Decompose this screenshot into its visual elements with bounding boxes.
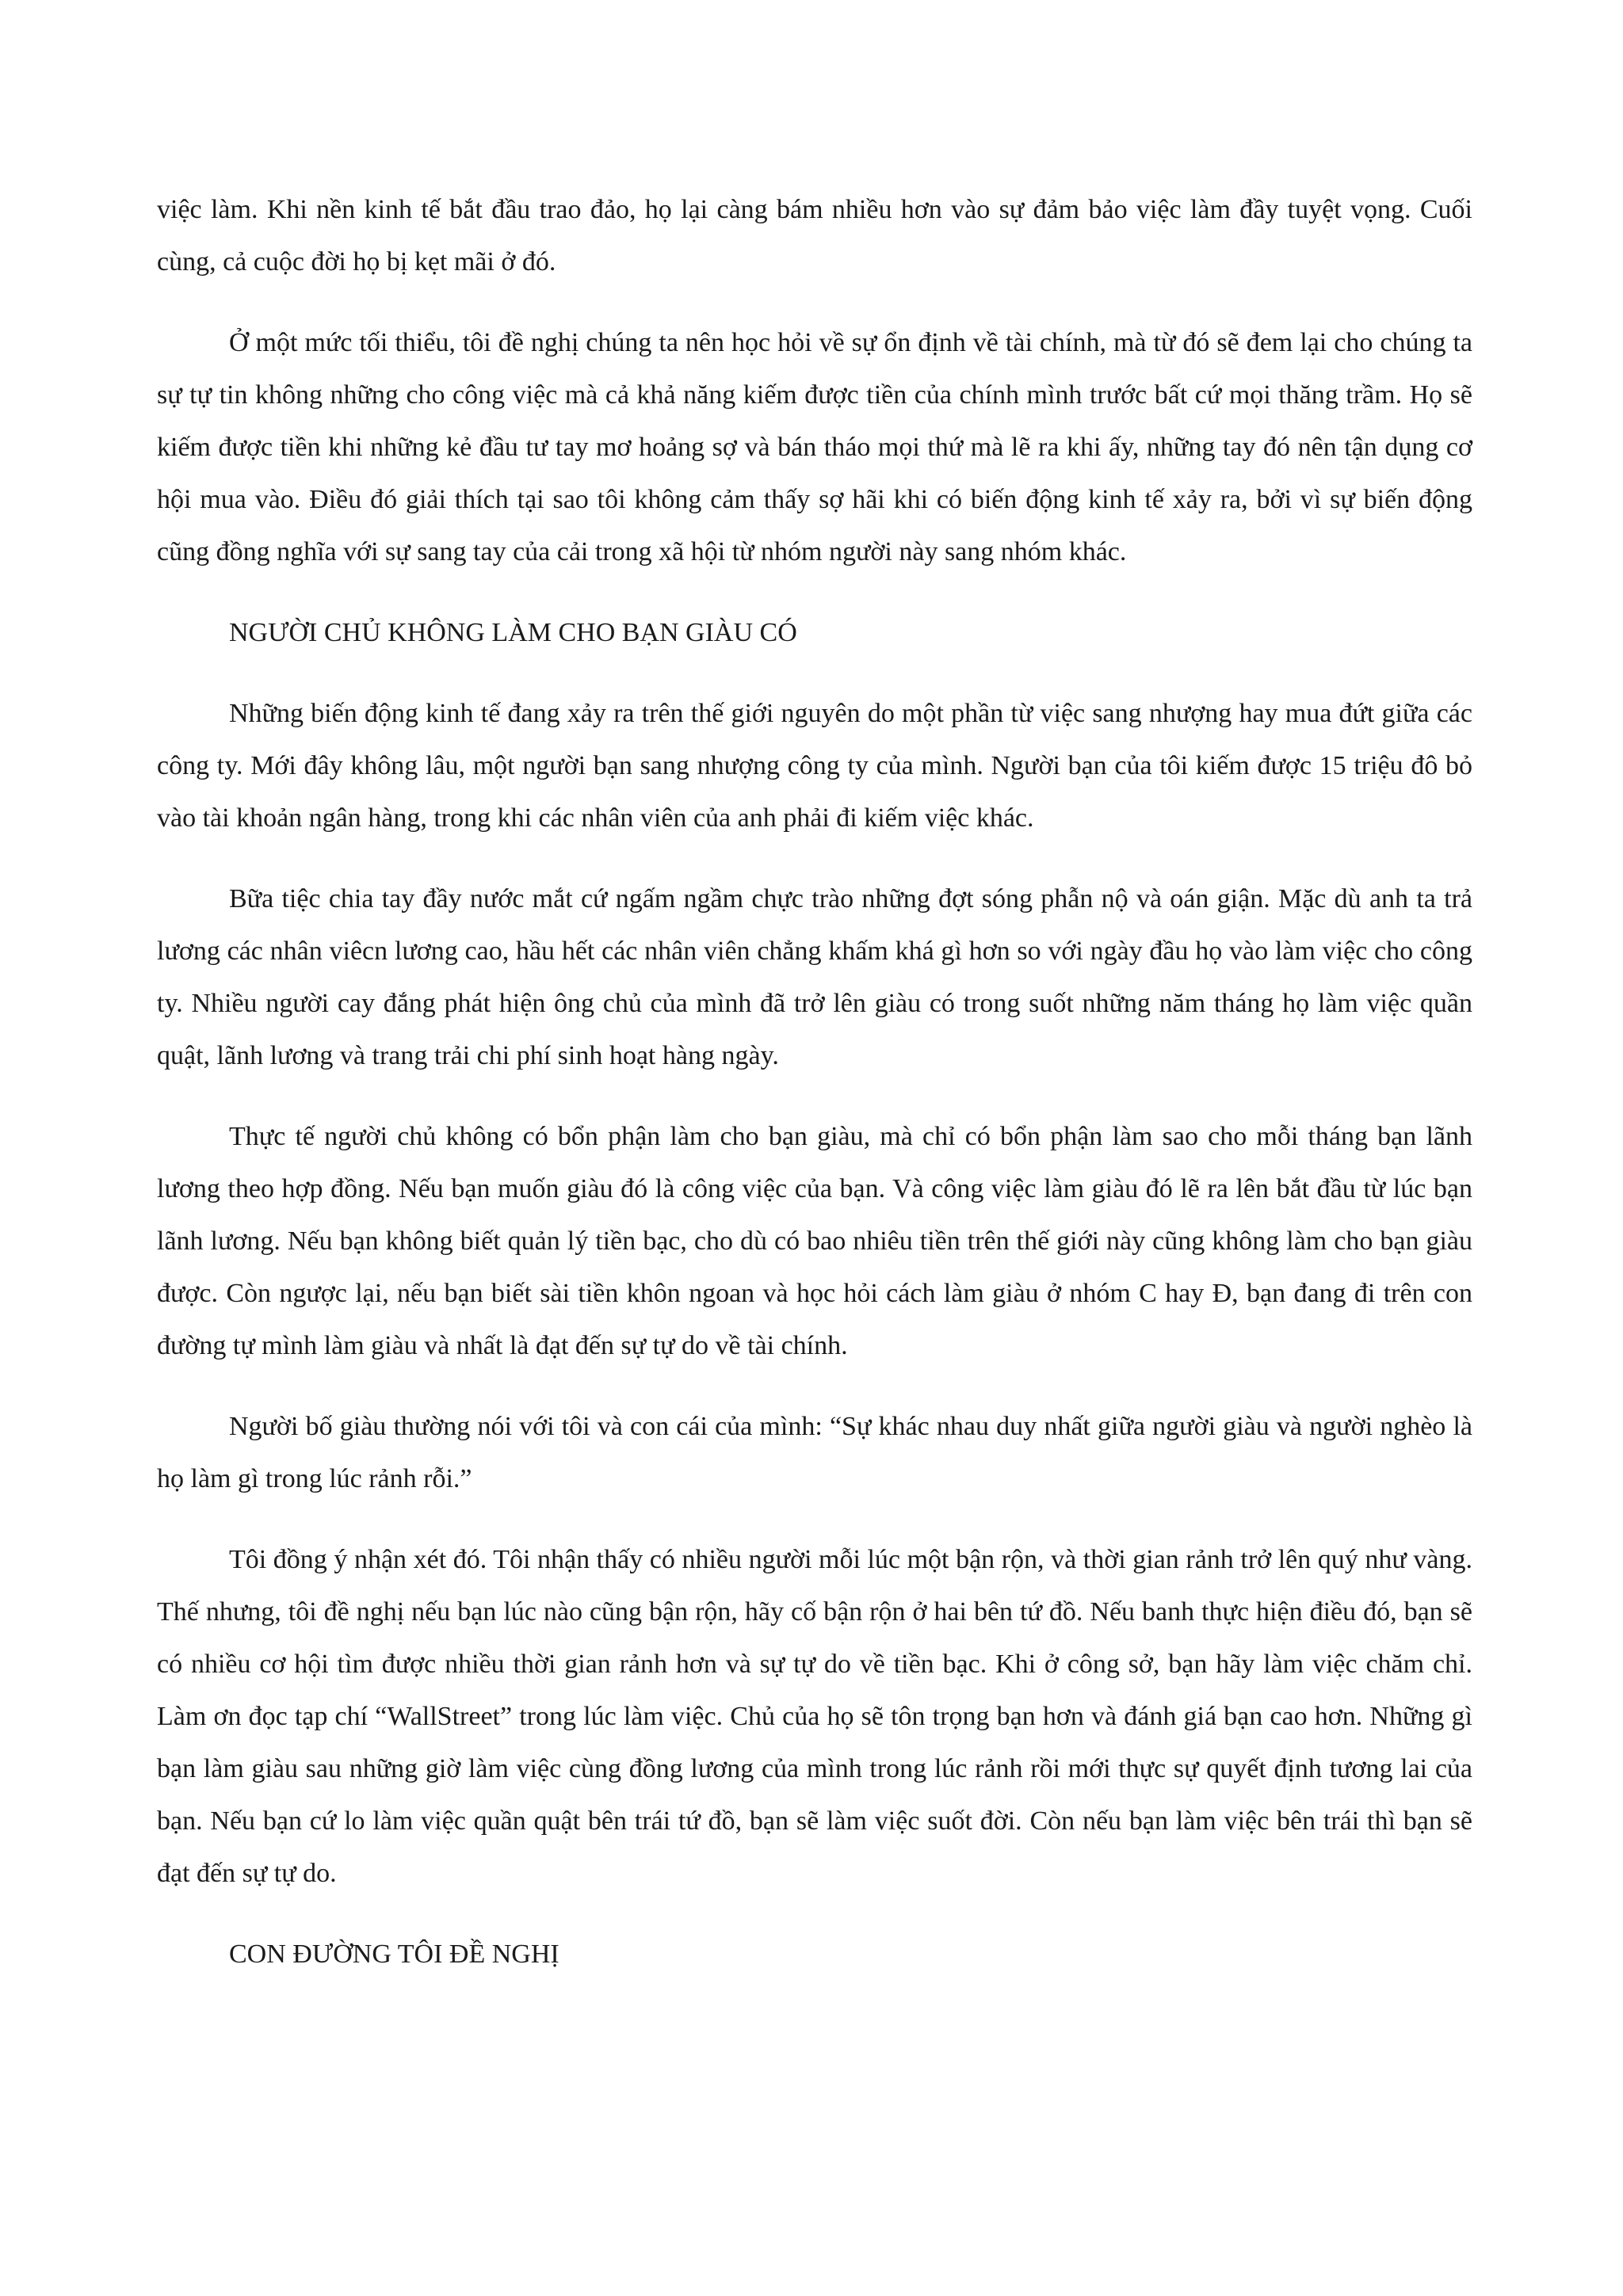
- section-heading-employer: NGƯỜI CHỦ KHÔNG LÀM CHO BẠN GIÀU CÓ: [229, 618, 797, 647]
- paragraph-economic-changes: Những biến động kinh tế đang xảy ra trên thế giới nguyên do một phần từ việc sang nhượng hay mua đứt giữa các công ty. Mới đây không lâu, một người bạn sang nhượng công ty của mình. Người bạn của tôi kiếm được 15 triệu đô bỏ vào tài khoản ngân hàng, trong khi các nhân viên của anh phải đi kiếm việc khác.: [157, 699, 1472, 833]
- paragraph-rich-dad-quote: Người bố giàu thường nói với tôi và con cái của mình: “Sự khác nhau duy nhất giữa người giàu và người nghèo là họ làm gì trong lúc rảnh rỗi.”: [157, 1412, 1472, 1493]
- paragraph-continuation: việc làm. Khi nền kinh tế bắt đầu trao đảo, họ lại càng bám nhiều hơn vào sự đảm bảo việc làm đầy tuyệt vọng. Cuối cùng, cả cuộc đời họ bị kẹt mãi ở đó.: [157, 195, 1472, 277]
- paragraph-financial-stability: Ở một mức tối thiểu, tôi đề nghị chúng ta nên học hỏi về sự ổn định về tài chính, mà từ đó sẽ đem lại cho chúng ta sự tự tin không những cho công việc mà cả khả năng kiếm được tiền của chính mình trước bất cứ mọi thăng trầm. Họ sẽ kiếm được tiền khi những kẻ đầu tư tay mơ hoảng sợ và bán tháo mọi thứ mà lẽ ra khi ấy, những tay đó nên tận dụng cơ hội mua vào. Điều đó giải thích tại sao tôi không cảm thấy sợ hãi khi có biến động kinh tế xảy ra, bởi vì sự biến động cũng đồng nghĩa với sự sang tay của cải trong xã hội từ nhóm người này sang nhóm khác.: [157, 328, 1472, 566]
- document-body: [157, 184, 1472, 2009]
- paragraph-free-time: Tôi đồng ý nhận xét đó. Tôi nhận thấy có nhiều người mỗi lúc một bận rộn, và thời gian rảnh trở lên quý như vàng. Thế nhưng, tôi đề nghị nếu bạn lúc nào cũng bận rộn, hãy cố bận rộn ở hai bên tứ đồ. Nếu banh thực hiện điều đó, bạn sẽ có nhiều cơ hội tìm được nhiều thời gian rảnh hơn và sự tự do về tiền bạc. Khi ở công sở, bạn hãy làm việc chăm chỉ. Làm ơn đọc tạp chí “WallStreet” trong lúc làm việc. Chủ của họ sẽ tôn trọng bạn hơn và đánh giá bạn cao hơn. Những gì bạn làm giàu sau những giờ làm việc cùng đồng lương của mình trong lúc rảnh rồi mới thực sự quyết định tương lai của bạn. Nếu bạn cứ lo làm việc quần quật bên trái tứ đồ, bạn sẽ làm việc suốt đời. Còn nếu bạn làm việc bên trái thì bạn sẽ đạt đến sự tự do.: [157, 1545, 1472, 1888]
- paragraph-employer-duty: Thực tế người chủ không có bổn phận làm cho bạn giàu, mà chỉ có bổn phận làm sao cho mỗi tháng bạn lãnh lương theo hợp đồng. Nếu bạn muốn giàu đó là công việc của bạn. Và công việc làm giàu đó lẽ ra lên bắt đầu từ lúc bạn lãnh lương. Nếu bạn không biết quản lý tiền bạc, cho dù có bao nhiêu tiền trên thế giới này cũng không làm cho bạn giàu được. Còn ngược lại, nếu bạn biết sài tiền khôn ngoan và học hỏi cách làm giàu ở nhóm C hay Đ, bạn đang đi trên con đường tự mình làm giàu và nhất là đạt đến sự tự do về tài chính.: [157, 1122, 1472, 1360]
- section-heading-suggested-path: CON ĐƯỜNG TÔI ĐỀ NGHỊ: [229, 1939, 559, 1969]
- paragraph-farewell-party: Bữa tiệc chia tay đầy nước mắt cứ ngấm ngầm chực trào những đợt sóng phẫn nộ và oán giận. Mặc dù anh ta trả lương các nhân viêcn lương cao, hầu hết các nhân viên chẳng khấm khá gì hơn so với ngày đầu họ vào làm việc cho công ty. Nhiều người cay đắng phát hiện ông chủ của mình đã trở lên giàu có trong suốt những năm tháng họ làm việc quần quật, lãnh lương và trang trải chi phí sinh hoạt hàng ngày.: [157, 884, 1472, 1070]
